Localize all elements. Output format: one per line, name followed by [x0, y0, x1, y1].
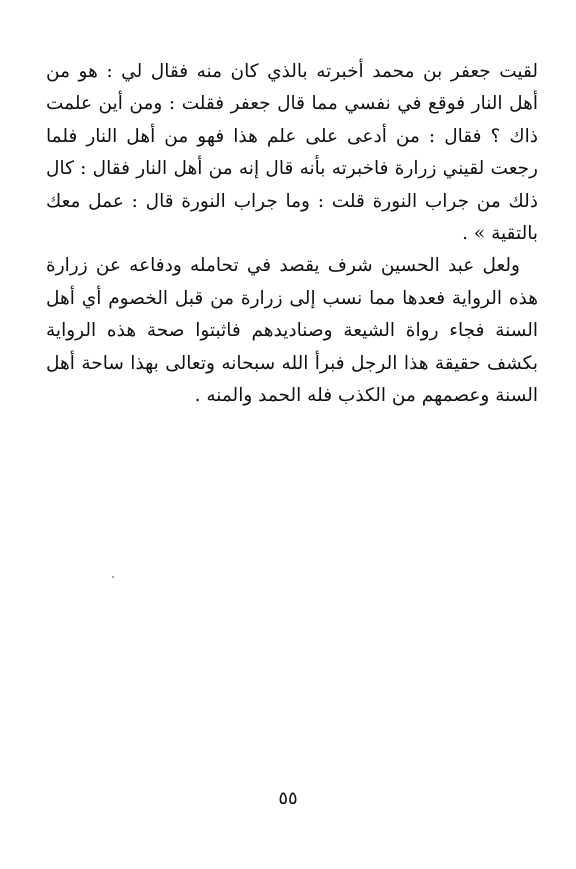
body-text	[46, 56, 538, 412]
scan-speck	[112, 576, 114, 578]
paragraph-narration: لقيت جعفر بن محمد أخبرته بالذي كان منه فقال لي : هو من أهل النار فوقع في نفسي مما قال جعفر فقلت : ومن أين علمت ذاك ؟ فقال : من أدعى على علم هذا فهو من أهل النار فلما رجعت لقيني زرارة فاخبرته بأنه قال إنه من أهل النار فقال : كال ذلك من جراب النورة قلت : وما جراب النورة قال : عمل معك بالتقية » .	[46, 61, 538, 245]
page-number: ٥٥	[278, 788, 298, 809]
paragraph-commentary: ولعل عبد الحسين شرف يقصد في تحامله ودفاعه عن زرارة هذه الرواية فعدها مما نسب إلى زرارة من قبل الخصوم أي أهل السنة فجاء رواة الشيعة وصناديدهم فاثبتوا صحة هذه الرواية بكشف حقيقة هذا الرجل فبرأ الله سبحانه وتعالى بهذا ساحة أهل السنة وعصمهم من الكذب فله الحمد والمنه .	[46, 255, 538, 407]
